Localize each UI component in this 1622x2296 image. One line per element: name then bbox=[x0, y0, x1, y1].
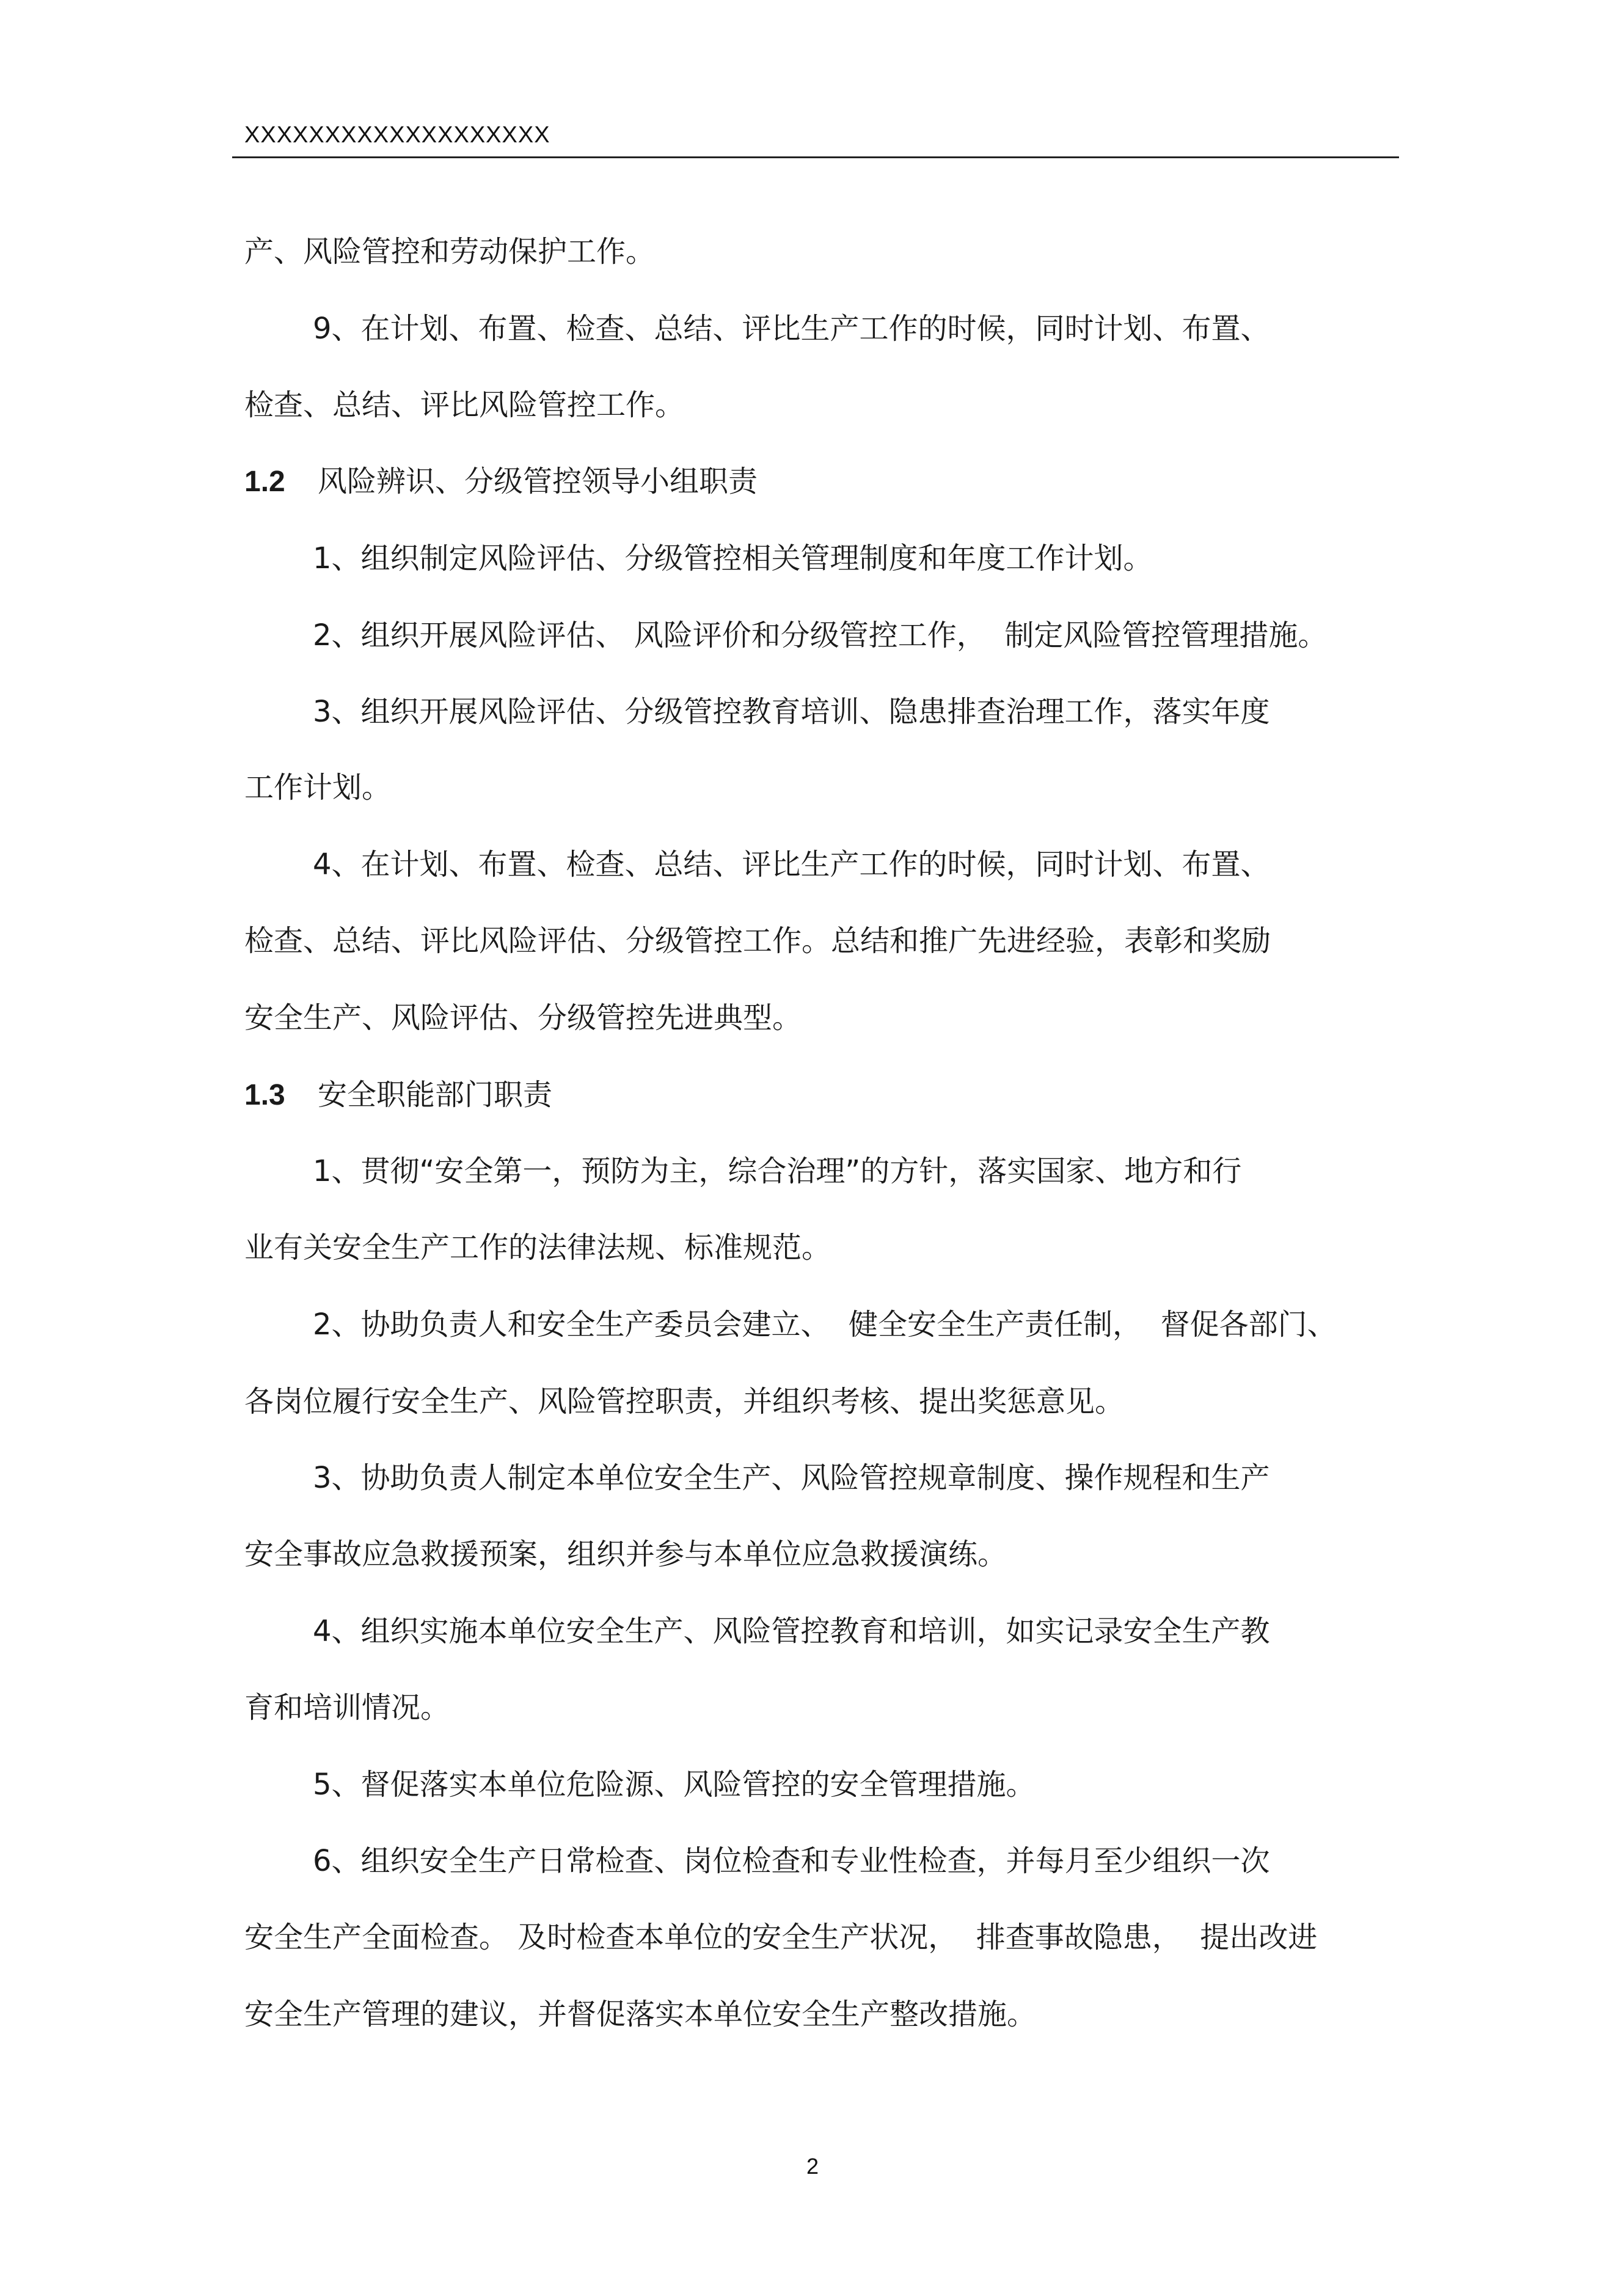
body-line: 育和培训情况。 bbox=[244, 1691, 450, 1725]
section-number: 1.2 bbox=[244, 466, 285, 498]
body-line: 检查、总结、评比风险管控工作。 bbox=[244, 388, 685, 422]
body-line: 各岗位履行安全生产、风险管控职责，并组织考核、提出奖惩意见。 bbox=[244, 1384, 1125, 1419]
body-line: 2、协助负责人和安全生产委员会建立、 健全安全生产责任制， 督促各部门、 bbox=[313, 1307, 1337, 1342]
body-line: 9、在计划、布置、检查、总结、评比生产工作的时候，同时计划、布置、 bbox=[313, 312, 1270, 346]
body-line: 1、贯彻“安全第一，预防为主，综合治理”的方针，落实国家、地方和行 bbox=[313, 1154, 1242, 1188]
body-line: 4、在计划、布置、检查、总结、评比生产工作的时候，同时计划、布置、 bbox=[313, 847, 1270, 882]
section-title: 安全职能部门职责 bbox=[318, 1078, 553, 1112]
section-number: 1.3 bbox=[244, 1079, 285, 1111]
header-rule bbox=[232, 156, 1399, 158]
section-heading-1-2 bbox=[244, 463, 758, 500]
page-number: 2 bbox=[806, 2154, 819, 2179]
body-line: 安全生产、风险评估、分级管控先进典型。 bbox=[244, 1001, 802, 1035]
section-title: 风险辨识、分级管控领导小组职责 bbox=[318, 464, 758, 499]
body-line: 业有关安全生产工作的法律法规、标准规范。 bbox=[244, 1230, 831, 1265]
body-line: 6、组织安全生产日常检查、岗位检查和专业性检查，并每月至少组织一次 bbox=[313, 1844, 1270, 1878]
body-line: 工作计划。 bbox=[244, 770, 392, 805]
body-line: 检查、总结、评比风险评估、分级管控工作。总结和推广先进经验，表彰和奖励 bbox=[244, 924, 1271, 958]
body-line: 3、协助负责人制定本单位安全生产、风险管控规章制度、操作规程和生产 bbox=[313, 1461, 1270, 1495]
body-line: 5、督促落实本单位危险源、风险管控的安全管理措施。 bbox=[313, 1768, 1036, 1802]
body-line: 安全生产全面检查。 及时检查本单位的安全生产状况， 排查事故隐患， 提出改进 bbox=[244, 1920, 1318, 1954]
body-line: 3、组织开展风险评估、分级管控教育培训、隐患排查治理工作，落实年度 bbox=[313, 695, 1270, 729]
body-line: 产、风险管控和劳动保护工作。 bbox=[244, 235, 656, 269]
body-line: 4、组织实施本单位安全生产、风险管控教育和培训，如实记录安全生产教 bbox=[313, 1614, 1270, 1648]
body-line: 安全生产管理的建议，并督促落实本单位安全生产整改措施。 bbox=[244, 1997, 1037, 2031]
body-line: 2、组织开展风险评估、 风险评价和分级管控工作， 制定风险管控管理措施。 bbox=[313, 618, 1328, 653]
page-header: XXXXXXXXXXXXXXXXXXX bbox=[244, 122, 550, 148]
section-heading-1-3 bbox=[244, 1077, 552, 1114]
body-line: 安全事故应急救援预案，组织并参与本单位应急救援演练。 bbox=[244, 1537, 1007, 1571]
body-line: 1、组织制定风险评估、分级管控相关管理制度和年度工作计划。 bbox=[313, 541, 1153, 576]
